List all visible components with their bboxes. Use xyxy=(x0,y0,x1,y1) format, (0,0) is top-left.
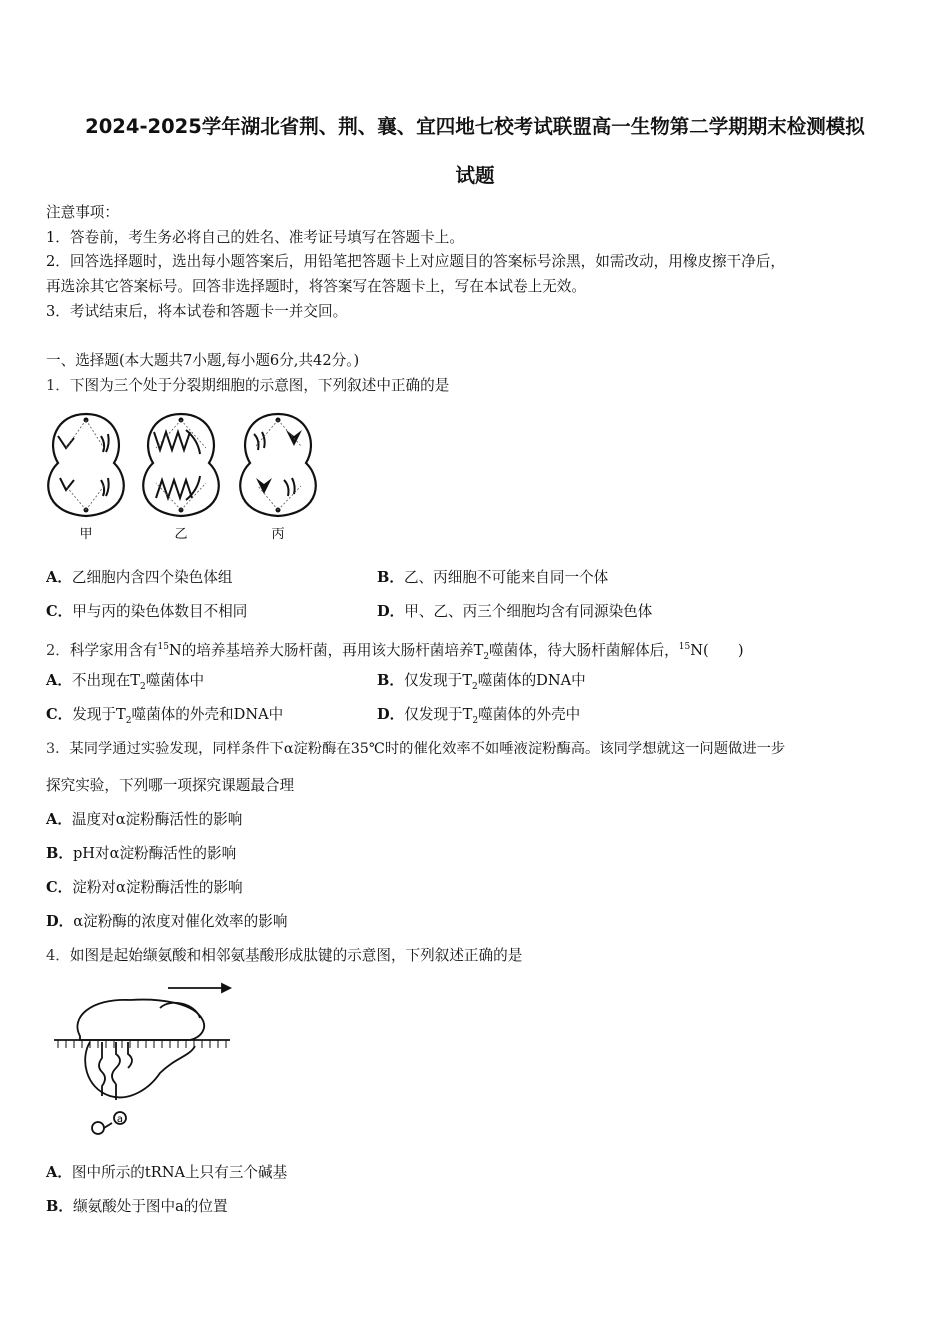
q3-option-d[interactable]: D．α淀粉酶的浓度对催化效率的影响 xyxy=(46,913,288,930)
q2-option-d[interactable]: D．仅发现于$T_2$噬菌体的外壳中 xyxy=(377,706,581,726)
cell-label-bing: 丙 xyxy=(271,527,285,542)
q4-ribosome-figure xyxy=(50,978,235,1138)
section-heading: 一、选择题(本大题共7小题,每小题6分,共42分。) xyxy=(46,352,360,369)
cell-label-jia: 甲 xyxy=(79,527,93,542)
notice-item-2a: 2．回答选择题时，选出每小题答案后，用铅笔把答题卡上对应题目的答案标号涂黑，如需改动，用橡皮擦干净后， xyxy=(46,253,785,270)
q1-option-a[interactable]: A．乙细胞内含四个染色体组 xyxy=(46,569,233,586)
q2-option-b[interactable]: B．仅发现于$T_2$噬菌体的DNA中 xyxy=(377,672,586,692)
q1-option-c[interactable]: C．甲与丙的染色体数目不相同 xyxy=(46,603,248,620)
q3-stem-b: 探究实验，下列哪一项探究课题最合理 xyxy=(46,777,295,794)
q3-stem-a: 3．某同学通过实验发现，同样条件下α淀粉酶在35℃时的催化效率不如唾液淀粉酶高。该同学想就这一问题做进一步 xyxy=(46,741,786,757)
q4-option-a[interactable]: A．图中所示的tRNA上只有三个碱基 xyxy=(46,1164,288,1181)
q3-option-a[interactable]: A．温度对α淀粉酶活性的影响 xyxy=(46,811,243,828)
exam-title-line2: 试题 xyxy=(455,164,495,187)
q4-option-b[interactable]: B．缬氨酸处于图中a的位置 xyxy=(46,1198,228,1215)
notice-item-3: 3．考试结束后，将本试卷和答题卡一并交回。 xyxy=(46,303,348,320)
fig-label-a: a xyxy=(116,1114,124,1125)
q1-stem-text: 下图为三个处于分裂期细胞的示意图，下列叙述中正确的是 xyxy=(69,377,450,394)
notice-item-1: 1．答卷前，考生务必将自己的姓名、准考证号填写在答题卡上。 xyxy=(46,229,464,246)
q1-cell-figure xyxy=(46,408,326,543)
notice-heading: 注意事项： xyxy=(46,204,119,221)
q2-option-a[interactable]: A．不出现在$T_2$噬菌体中 xyxy=(46,672,205,692)
q1-number: 1． xyxy=(46,377,70,394)
q3-option-b[interactable]: B．pH对α淀粉酶活性的影响 xyxy=(46,845,237,862)
q2-stem: 2．科学家用含有$^{15}$N的培养基培养大肠杆菌，再用该大肠杆菌培养$T_2$噬菌体，待大肠杆菌解体后，$^{15}$N( ) xyxy=(46,641,744,662)
q4-stem: 4．如图是起始缬氨酸和相邻氨基酸形成肽键的示意图，下列叙述正确的是 xyxy=(46,947,523,964)
q3-option-c[interactable]: C．淀粉对α淀粉酶活性的影响 xyxy=(46,879,243,896)
q1-option-d[interactable]: D．甲、乙、丙三个细胞均含有同源染色体 xyxy=(377,603,653,620)
q1-stem xyxy=(46,376,449,396)
q1-option-b[interactable]: B．乙、丙细胞不可能来自同一个体 xyxy=(377,569,609,586)
q2-option-c[interactable]: C．发现于$T_2$噬菌体的外壳和DNA中 xyxy=(46,706,284,726)
notice-item-2b: 再选涂其它答案标号。回答非选择题时，将答案写在答题卡上，写在本试卷上无效。 xyxy=(46,278,586,295)
exam-title-line1: 2024-2025学年湖北省荆、荆、襄、宜四地七校考试联盟高一生物第二学期期末检测模拟 xyxy=(85,115,865,138)
cell-label-yi: 乙 xyxy=(174,527,188,542)
